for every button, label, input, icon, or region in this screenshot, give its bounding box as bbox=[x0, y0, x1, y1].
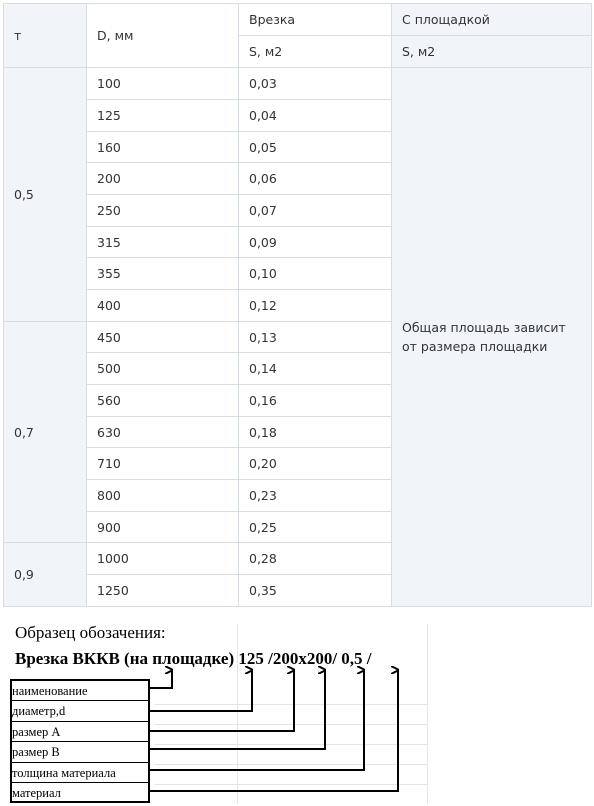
diameter-cell: 900 bbox=[87, 511, 239, 543]
diameter-cell: 1250 bbox=[87, 575, 239, 607]
header-t: т bbox=[4, 4, 87, 68]
area-cell: 0,20 bbox=[239, 448, 392, 480]
header-s-platform: S, м2 bbox=[392, 36, 592, 68]
platform-note: Общая площадь зависит от размера площадки bbox=[392, 68, 592, 607]
area-cell: 0,04 bbox=[239, 100, 392, 132]
thickness-cell: 0,9 bbox=[4, 543, 87, 607]
diameter-cell: 250 bbox=[87, 195, 239, 227]
header-s-vrezka: S, м2 bbox=[239, 36, 392, 68]
spec-table bbox=[3, 3, 592, 607]
area-cell: 0,28 bbox=[239, 543, 392, 575]
area-cell: 0,14 bbox=[239, 353, 392, 385]
example-code: Врезка ВККВ (на площадке) 125 /200х200/ 0,5 / bbox=[15, 649, 372, 668]
area-cell: 0,23 bbox=[239, 480, 392, 512]
diameter-cell: 355 bbox=[87, 258, 239, 290]
diameter-cell: 200 bbox=[87, 163, 239, 195]
arrow-diameter bbox=[150, 670, 252, 711]
diameter-cell: 400 bbox=[87, 290, 239, 322]
label-material: материал bbox=[12, 785, 61, 800]
diameter-cell: 100 bbox=[87, 68, 239, 100]
header-platform: С площадкой bbox=[392, 4, 592, 36]
area-cell: 0,18 bbox=[239, 416, 392, 448]
area-cell: 0,09 bbox=[239, 226, 392, 258]
label-size-b: размер В bbox=[12, 742, 148, 762]
area-cell: 0,25 bbox=[239, 511, 392, 543]
diameter-cell: 710 bbox=[87, 448, 239, 480]
connector-arrows bbox=[0, 614, 594, 806]
area-cell: 0,07 bbox=[239, 195, 392, 227]
arrow-name bbox=[150, 670, 172, 688]
diameter-cell: 160 bbox=[87, 131, 239, 163]
area-cell: 0,06 bbox=[239, 163, 392, 195]
diameter-cell: 560 bbox=[87, 385, 239, 417]
area-cell: 0,12 bbox=[239, 290, 392, 322]
label-diameter: диаметр,d bbox=[12, 701, 148, 721]
label-size-a: размер А bbox=[12, 722, 148, 742]
example-title: Образец обозачения: bbox=[15, 623, 166, 642]
area-cell: 0,10 bbox=[239, 258, 392, 290]
label-thickness: толщина материала bbox=[12, 763, 148, 783]
table-row bbox=[4, 68, 592, 100]
label-name: наименование bbox=[12, 681, 148, 701]
diameter-cell: 1000 bbox=[87, 543, 239, 575]
diameter-cell: 125 bbox=[87, 100, 239, 132]
diameter-cell: 450 bbox=[87, 321, 239, 353]
area-cell: 0,35 bbox=[239, 575, 392, 607]
area-cell: 0,05 bbox=[239, 131, 392, 163]
diameter-cell: 315 bbox=[87, 226, 239, 258]
arrow-size-b bbox=[150, 670, 325, 749]
diameter-cell: 500 bbox=[87, 353, 239, 385]
thickness-cell: 0,5 bbox=[4, 68, 87, 321]
area-cell: 0,16 bbox=[239, 385, 392, 417]
diameter-cell: 630 bbox=[87, 416, 239, 448]
thickness-cell: 0,7 bbox=[4, 321, 87, 543]
area-cell: 0,13 bbox=[239, 321, 392, 353]
area-cell: 0,03 bbox=[239, 68, 392, 100]
diameter-cell: 800 bbox=[87, 480, 239, 512]
designation-example bbox=[0, 614, 594, 806]
header-vrezka: Врезка bbox=[239, 4, 392, 36]
header-d: D, мм bbox=[87, 4, 239, 68]
arrow-thickness bbox=[150, 670, 364, 770]
